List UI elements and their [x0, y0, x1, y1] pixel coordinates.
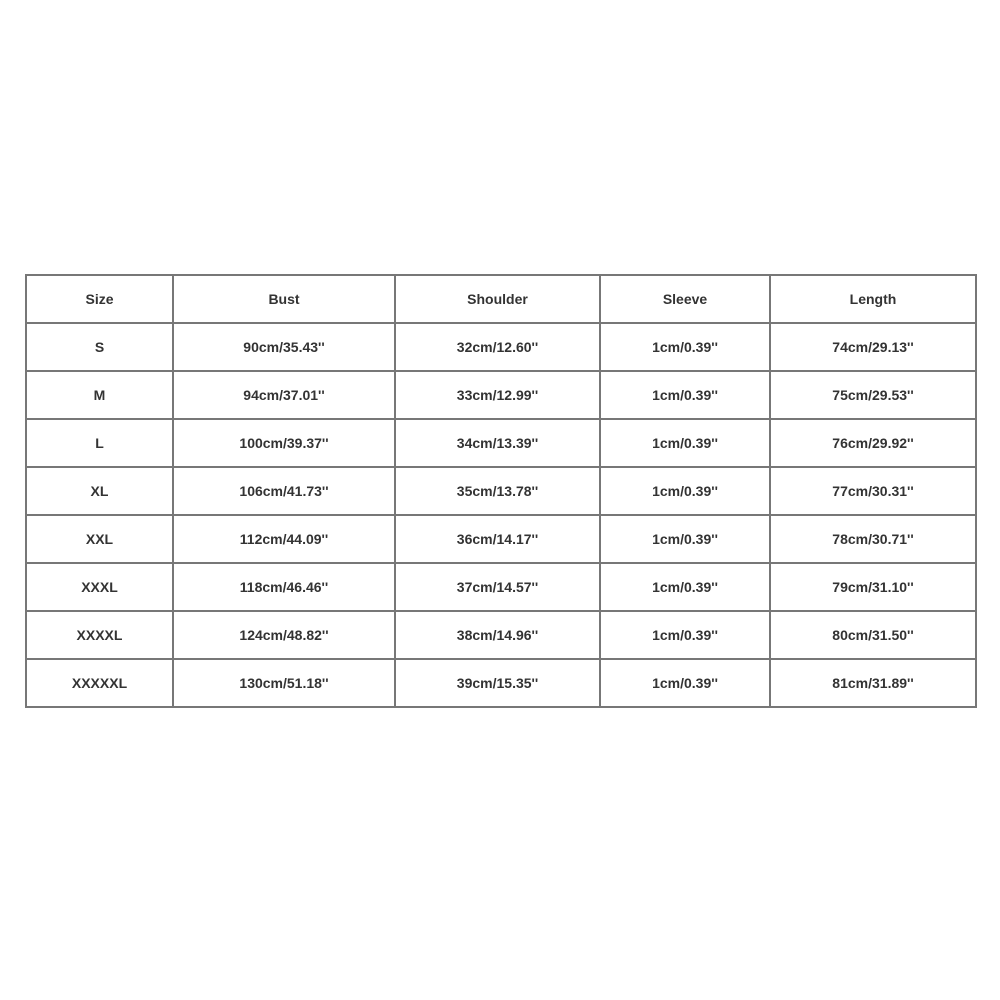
cell-sleeve: 1cm/0.39'' — [600, 419, 770, 467]
cell-shoulder: 39cm/15.35'' — [395, 659, 600, 707]
cell-length: 76cm/29.92'' — [770, 419, 976, 467]
table-row — [26, 371, 976, 419]
header-shoulder: Shoulder — [395, 275, 600, 323]
cell-size: XXXXL — [26, 611, 173, 659]
cell-shoulder: 32cm/12.60'' — [395, 323, 600, 371]
cell-bust: 112cm/44.09'' — [173, 515, 395, 563]
cell-shoulder: 37cm/14.57'' — [395, 563, 600, 611]
table-row — [26, 563, 976, 611]
cell-size: XXXXXL — [26, 659, 173, 707]
cell-shoulder: 33cm/12.99'' — [395, 371, 600, 419]
cell-bust: 130cm/51.18'' — [173, 659, 395, 707]
header-length: Length — [770, 275, 976, 323]
table-row — [26, 419, 976, 467]
cell-size: S — [26, 323, 173, 371]
table-row — [26, 515, 976, 563]
cell-size: XXL — [26, 515, 173, 563]
cell-size: M — [26, 371, 173, 419]
table-row — [26, 611, 976, 659]
cell-bust: 94cm/37.01'' — [173, 371, 395, 419]
cell-sleeve: 1cm/0.39'' — [600, 323, 770, 371]
cell-bust: 100cm/39.37'' — [173, 419, 395, 467]
cell-bust: 124cm/48.82'' — [173, 611, 395, 659]
cell-sleeve: 1cm/0.39'' — [600, 611, 770, 659]
cell-length: 78cm/30.71'' — [770, 515, 976, 563]
cell-size: L — [26, 419, 173, 467]
cell-shoulder: 34cm/13.39'' — [395, 419, 600, 467]
size-chart-table — [25, 274, 977, 708]
table-row — [26, 323, 976, 371]
header-size: Size — [26, 275, 173, 323]
table-row — [26, 467, 976, 515]
header-sleeve: Sleeve — [600, 275, 770, 323]
cell-sleeve: 1cm/0.39'' — [600, 371, 770, 419]
cell-shoulder: 36cm/14.17'' — [395, 515, 600, 563]
cell-length: 77cm/30.31'' — [770, 467, 976, 515]
cell-length: 79cm/31.10'' — [770, 563, 976, 611]
cell-shoulder: 38cm/14.96'' — [395, 611, 600, 659]
cell-sleeve: 1cm/0.39'' — [600, 563, 770, 611]
cell-shoulder: 35cm/13.78'' — [395, 467, 600, 515]
table-header-row — [26, 275, 976, 323]
cell-length: 80cm/31.50'' — [770, 611, 976, 659]
cell-sleeve: 1cm/0.39'' — [600, 515, 770, 563]
table-row — [26, 659, 976, 707]
header-bust: Bust — [173, 275, 395, 323]
cell-size: XXXL — [26, 563, 173, 611]
cell-sleeve: 1cm/0.39'' — [600, 467, 770, 515]
cell-length: 75cm/29.53'' — [770, 371, 976, 419]
cell-bust: 90cm/35.43'' — [173, 323, 395, 371]
cell-bust: 106cm/41.73'' — [173, 467, 395, 515]
cell-length: 74cm/29.13'' — [770, 323, 976, 371]
cell-size: XL — [26, 467, 173, 515]
cell-bust: 118cm/46.46'' — [173, 563, 395, 611]
cell-sleeve: 1cm/0.39'' — [600, 659, 770, 707]
cell-length: 81cm/31.89'' — [770, 659, 976, 707]
